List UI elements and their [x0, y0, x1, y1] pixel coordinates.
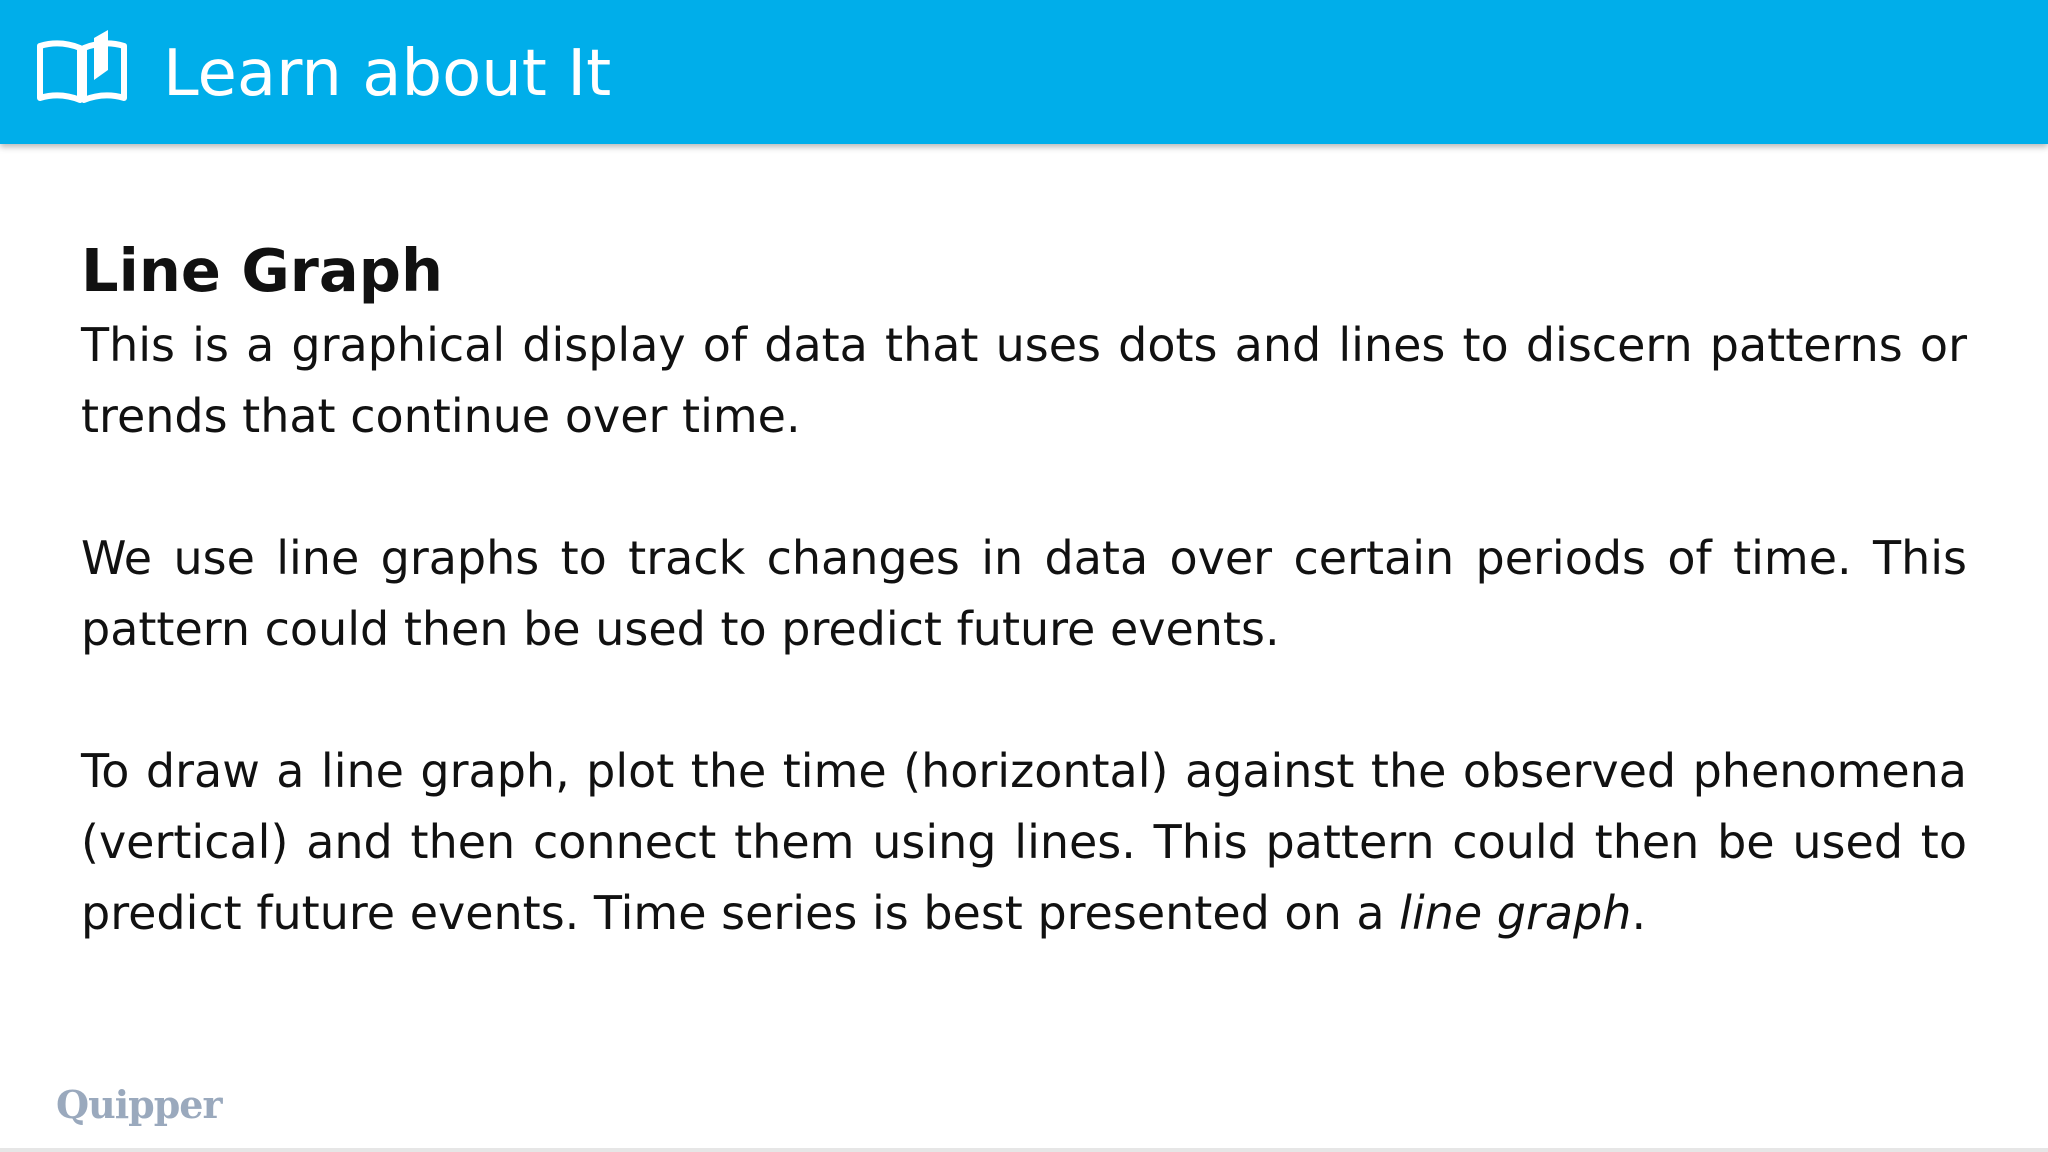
open-book-icon [36, 28, 128, 108]
paragraph-definition: This is a graphical display of data that uses dots and lines to discern patterns or trends that continue over time. [81, 318, 1967, 443]
header-bar [0, 0, 2048, 144]
paragraph-end-punctuation: . [1631, 886, 1647, 940]
emphasis-line-graph: line graph [1399, 886, 1632, 940]
paragraph-how-to-draw [81, 736, 1967, 949]
quipper-logo: Quipper [56, 1082, 222, 1127]
paragraph-how-to-draw-text: To draw a line graph, plot the time (horizontal) against the observed phenomena (vertical) and then connect them using lines. This pattern could then be used to predict future events. Time series is best presented on a [81, 744, 1967, 940]
bottom-divider [0, 1148, 2048, 1152]
lesson-content [81, 232, 1967, 949]
section-title: Line Graph [81, 236, 443, 305]
header-title: Learn about It [163, 37, 612, 111]
paragraph-usage: We use line graphs to track changes in data over certain periods of time. This pattern could then be used to predict future events. [81, 531, 1967, 656]
